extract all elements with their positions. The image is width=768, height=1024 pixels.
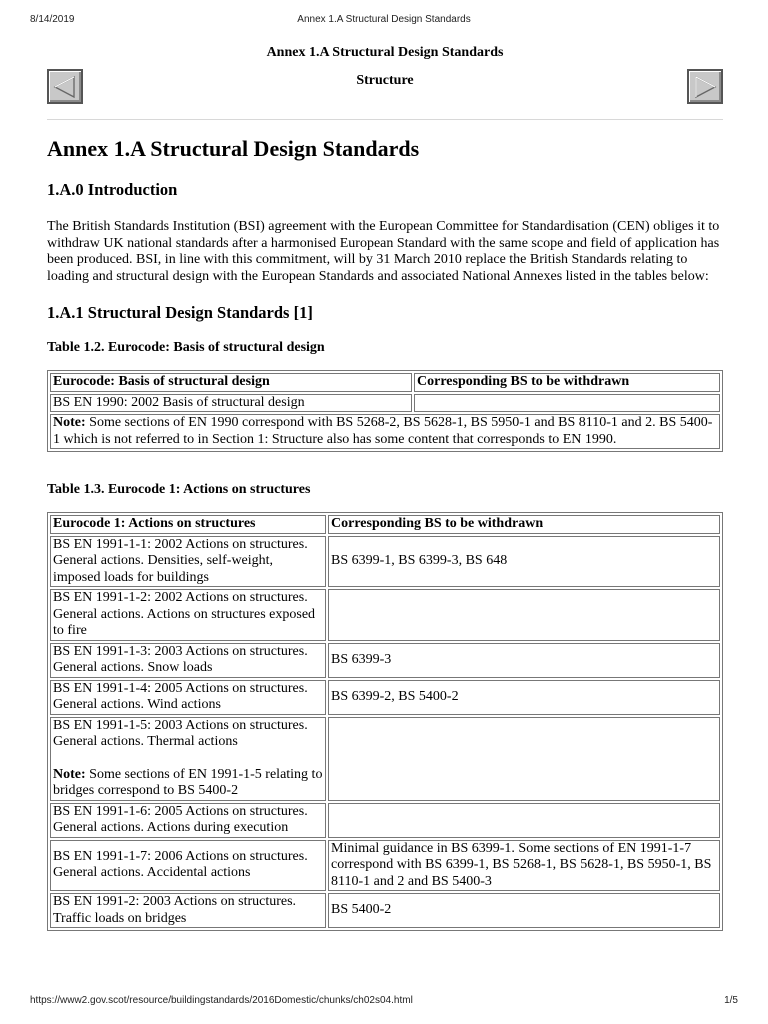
- column-header: Corresponding BS to be withdrawn: [328, 515, 720, 534]
- table-cell: BS EN 1990: 2002 Basis of structural design: [50, 394, 412, 413]
- cell-text: BS EN 1991-1-5: 2003 Actions on structures. General actions. Thermal actions: [53, 717, 308, 749]
- navigation-header: [47, 45, 723, 115]
- page-content: [47, 42, 723, 931]
- table-cell: BS EN 1991-1-1: 2002 Actions on structures. General actions. Densities, self-weight, imposed loads for buildings: [50, 536, 326, 588]
- note-label: Note:: [53, 766, 86, 782]
- section-heading: 1.A.1 Structural Design Standards [1]: [47, 303, 313, 322]
- print-date: 8/14/2019: [30, 14, 75, 25]
- page-number: 1/5: [724, 995, 738, 1006]
- table-row: [50, 893, 720, 928]
- note-text: Some sections of EN 1990 correspond with BS 5268-2, BS 5628-1, BS 5950-1 and BS 8110-1 and 2. BS 5400-1 which is not referred to in Section 1: Structure also has some content that corresponds to EN 1990.: [53, 415, 713, 447]
- table-cell: BS 5400-2: [328, 893, 720, 928]
- table-row: [50, 414, 720, 449]
- table-cell: BS EN 1991-1-7: 2006 Actions on structures. General actions. Accidental actions: [50, 840, 326, 892]
- table-cell: BS EN 1991-1-3: 2003 Actions on structures. General actions. Snow loads: [50, 643, 326, 678]
- table-cell: BS 6399-3: [328, 643, 720, 678]
- page-title: Annex 1.A Structural Design Standards: [47, 136, 420, 161]
- table-cell: BS EN 1991-1-2: 2002 Actions on structures. General actions. Actions on structures exposed to fire: [50, 589, 326, 641]
- table-row: [50, 643, 720, 678]
- table-cell: BS EN 1991-1-4: 2005 Actions on structures. General actions. Wind actions: [50, 680, 326, 715]
- table-note-cell: [50, 414, 720, 449]
- table-cell: [328, 589, 720, 641]
- table-cell: BS EN 1991-1-6: 2005 Actions on structures. General actions. Actions during execution: [50, 803, 326, 838]
- table-row: [50, 840, 720, 892]
- table-row: [50, 680, 720, 715]
- table-cell: BS 6399-2, BS 5400-2: [328, 680, 720, 715]
- print-title: Annex 1.A Structural Design Standards: [297, 14, 471, 25]
- note-label: Note:: [53, 415, 86, 430]
- table-cell: [328, 717, 720, 801]
- table-row: [50, 589, 720, 641]
- nav-section-title: Structure: [356, 73, 414, 88]
- table-cell: BS EN 1991-2: 2003 Actions on structures. Traffic loads on bridges: [50, 893, 326, 928]
- note-text: Some sections of EN 1991-1-5 relating to bridges correspond to BS 5400-2: [53, 766, 323, 798]
- table-cell: BS 6399-1, BS 6399-3, BS 648: [328, 536, 720, 588]
- next-page-button[interactable]: [687, 69, 723, 104]
- column-header: Corresponding BS to be withdrawn: [414, 373, 720, 392]
- triangle-right-icon: [692, 75, 718, 99]
- table-row: [50, 394, 720, 413]
- prev-page-button[interactable]: [47, 69, 83, 104]
- table-header-row: [50, 373, 720, 392]
- table-cell: Minimal guidance in BS 6399-1. Some sections of EN 1991-1-7 correspond with BS 6399-1, BS 5268-1, BS 5628-1, BS 5950-1, BS 8110-1 and 2 and BS 5400-3: [328, 840, 720, 892]
- table-1-2-caption: Table 1.2. Eurocode: Basis of structural design: [47, 340, 325, 355]
- table-cell: [50, 717, 326, 801]
- intro-paragraph: The British Standards Institution (BSI) agreement with the European Committee for Standardisation (CEN) obliges it to withdraw UK national standards after a harmonised European Standard with the same scope and field of application has been produced. BSI, in line with this commitment, will by 31 March 2010 replace the British Standards relating to loading and structural design with the European Standards and associated National Annexes listed in the tables below:: [47, 219, 720, 284]
- table-header-row: [50, 515, 720, 534]
- column-header: Eurocode: Basis of structural design: [50, 373, 412, 392]
- nav-title: Annex 1.A Structural Design Standards: [266, 45, 504, 60]
- column-header: Eurocode 1: Actions on structures: [50, 515, 326, 534]
- table-cell: [414, 394, 720, 413]
- table-1-3-caption: Table 1.3. Eurocode 1: Actions on structures: [47, 482, 311, 497]
- table-row: [50, 803, 720, 838]
- triangle-left-icon: [52, 75, 78, 99]
- table-row: [50, 717, 720, 801]
- page-url: https://www2.gov.scot/resource/buildingstandards/2016Domestic/chunks/ch02s04.html: [30, 995, 413, 1006]
- table-row: [50, 536, 720, 588]
- table-1-3: [47, 512, 723, 931]
- table-cell: [328, 803, 720, 838]
- intro-heading: 1.A.0 Introduction: [47, 180, 178, 199]
- table-1-2: [47, 370, 723, 452]
- header-divider: [47, 119, 723, 120]
